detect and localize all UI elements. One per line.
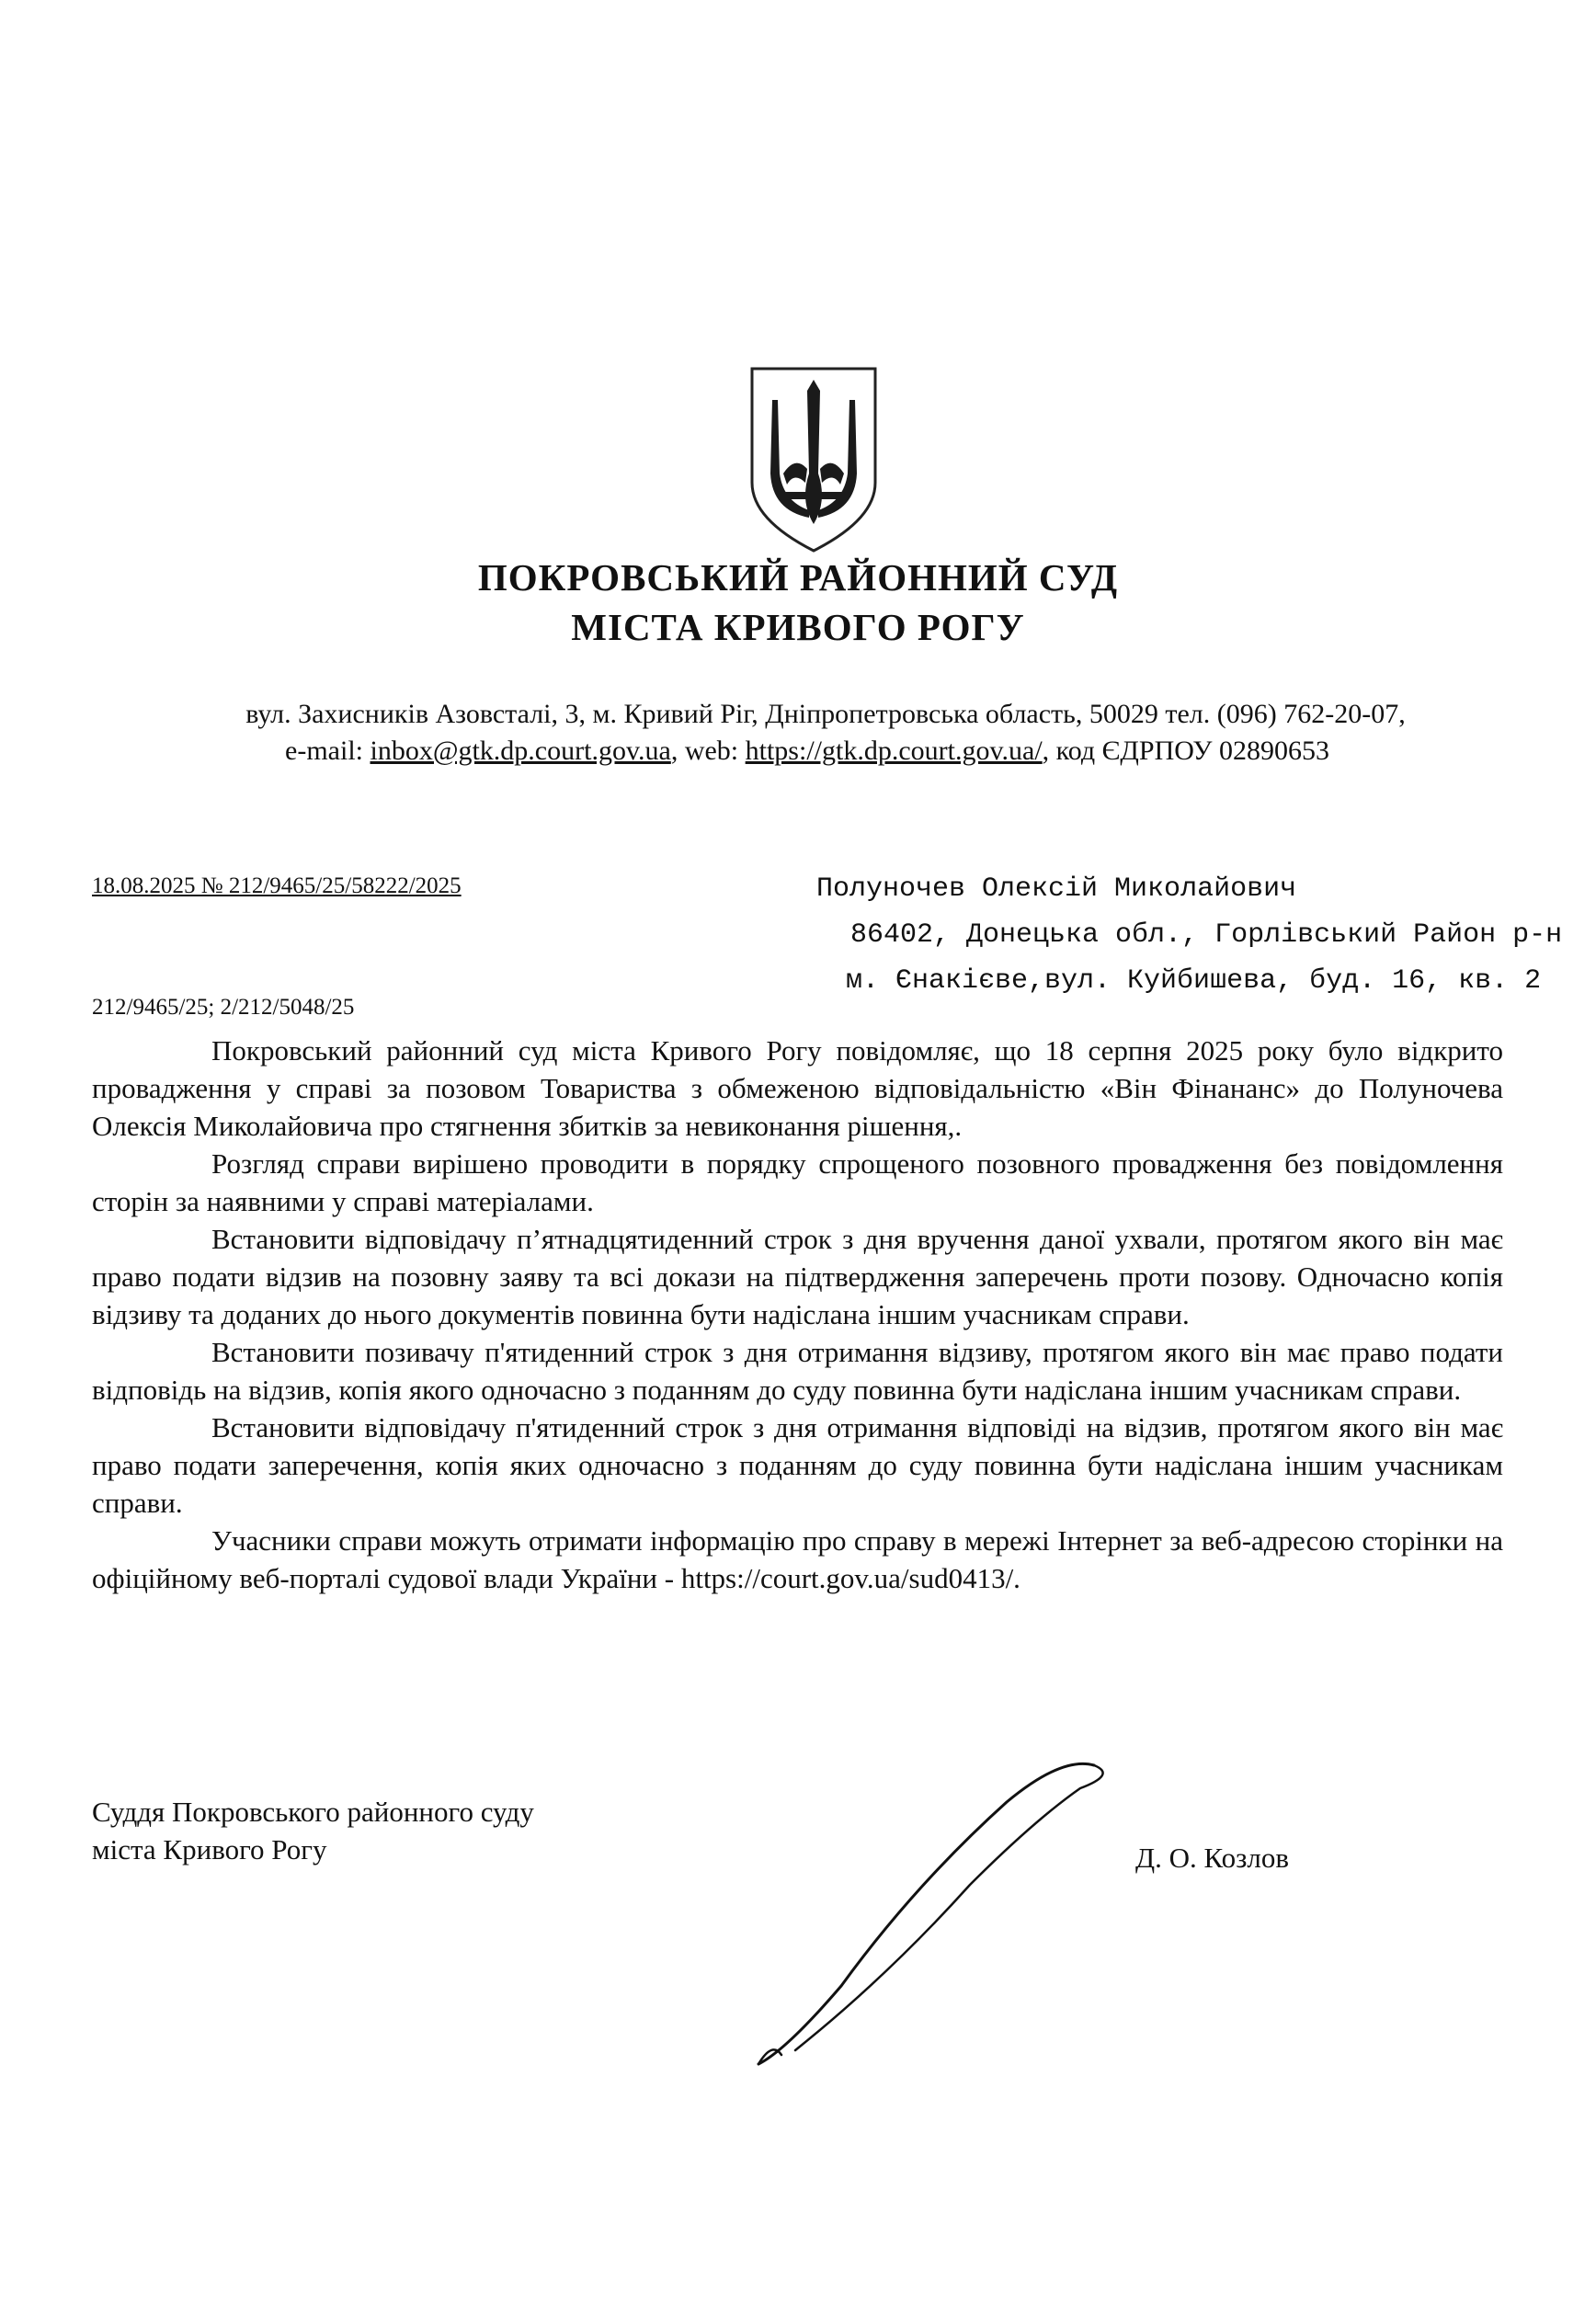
body-paragraph: Розгляд справи вирішено проводити в порядку спрощеного позовного провадження без повідомлення сторін за наявними у справі матеріалами.: [92, 1147, 1503, 1217]
email-link[interactable]: inbox@gtk.dp.court.gov.ua: [370, 736, 671, 766]
judge-position-line2: міста Кривого Рогу: [92, 1833, 327, 1865]
ukraine-trident-emblem-icon: [745, 363, 883, 556]
addressee-address-line1: 86402, Донецька обл., Горлівський Район р-н: [850, 919, 1563, 951]
notice-body: [92, 1032, 1503, 1597]
court-name-line1: ПОКРОВСЬКИЙ РАЙОННИЙ СУД: [477, 556, 1119, 599]
judge-position-line1: Суддя Покровського районного суду: [92, 1796, 534, 1828]
outgoing-number: 18.08.2025 № 212/9465/25/58222/2025: [92, 873, 462, 898]
case-references: 212/9465/25; 2/212/5048/25: [92, 995, 355, 1020]
body-paragraph: Встановити відповідачу п'ятиденний строк з дня отримання відповіді на відзив, протягом якого він має право подати заперечення, копія яких одночасно з поданням до суду повинна бути надіслана іншим учасникам справи.: [92, 1411, 1503, 1519]
web-label: web:: [684, 736, 739, 766]
body-paragraph: Покровський районний суд міста Кривого Рогу повідомляє, що 18 серпня 2025 року було відкрито провадження у справі за позовом Товариства з обмеженою відповідальністю «Він Фінананс» до Полуночева Олексія Миколайовича про стягнення збитків за невиконання рішення,.: [92, 1034, 1503, 1142]
court-contacts: e-mail: inbox@gtk.dp.court.gov.ua, web: https://gtk.dp.court.gov.ua/, код ЄДРПОУ 02890653: [285, 736, 1329, 766]
body-paragraph: Учасники справи можуть отримати інформацію про справу в мережі Інтернет за веб-адресою сторінки на офіційному веб-порталі судової влади України - https://court.gov.ua/sud0413/.: [92, 1524, 1503, 1594]
web-link[interactable]: https://gtk.dp.court.gov.ua/: [745, 736, 1043, 766]
email-label: e-mail:: [285, 736, 363, 766]
body-paragraph: Встановити позивачу п'ятиденний строк з дня отримання відзиву, протягом якого він має право подати відповідь на відзив, копія якого одночасно з поданням до суду повинна бути надіслана іншим учасникам справи.: [92, 1336, 1503, 1406]
handwritten-signature: [731, 1747, 1135, 2078]
addressee-name: Полуночев Олексій Миколайович: [816, 873, 1297, 905]
addressee-address-line2: м. Єнакієве,вул. Куйбишева, буд. 16, кв. 2: [846, 965, 1542, 997]
edrpou-code: код ЄДРПОУ 02890653: [1055, 736, 1329, 766]
judge-name: Д. О. Козлов: [1135, 1842, 1290, 1874]
body-paragraph: Встановити відповідачу п’ятнадцятиденний строк з дня вручення даної ухвали, протягом якого він має право подати відзив на позовну заяву та всі докази на підтвердження заперечень проти позову. Одночасно копія відзиву та доданих до нього документів повинна бути надіслана іншим учасникам справи.: [92, 1223, 1503, 1330]
court-name-line2: МІСТА КРИВОГО РОГУ: [571, 606, 1025, 648]
court-address: вул. Захисників Азовсталі, 3, м. Кривий Ріг, Дніпропетровська область, 50029 тел. (096) 762-20-07,: [245, 699, 1406, 729]
judge-position: [92, 1793, 534, 1868]
